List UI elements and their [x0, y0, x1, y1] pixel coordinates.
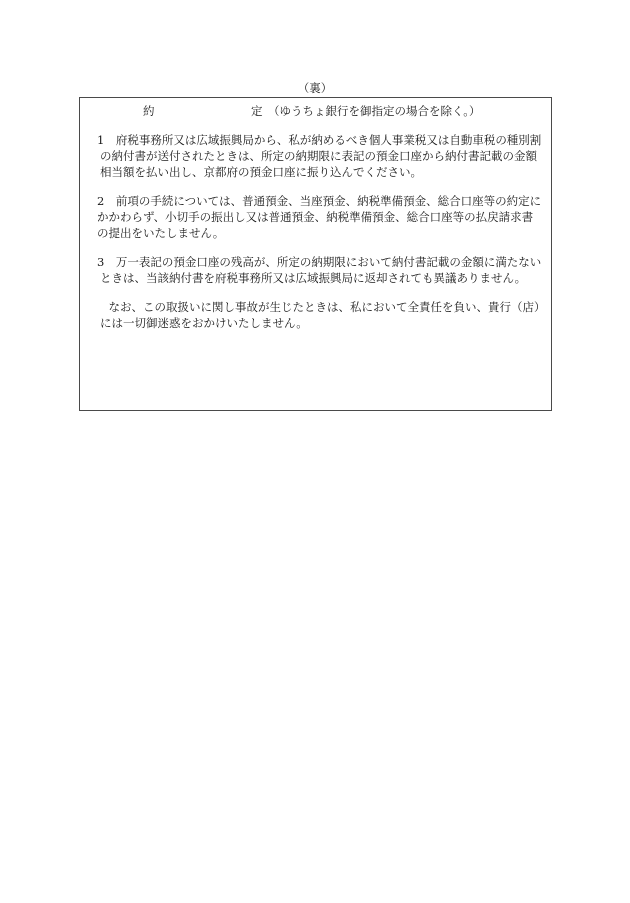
- clause-1-line-2: の納付書が送付されたときは、所定の納期限に表記の預金口座から納付書記載の金額: [100, 149, 537, 163]
- closing-note-line-2: には一切御迷惑をおかけいたしません。: [100, 316, 308, 330]
- clause-2-line-1: 2 前項の手続については、普通預金、当座預金、納税準備預金、総合口座等の約定に: [97, 194, 542, 208]
- closing-note-line-1: なお、この取扱いに関し事故が生じたときは、私において全責任を負い、貴行（店）: [97, 300, 546, 314]
- clause-2-line-2: かかわらず、小切手の振出し又は普通預金、納税準備預金、総合口座等の払戻請求書: [97, 210, 534, 224]
- clause-1-line-3: 相当額を払い出し、京都府の預金口座に振り込んでください。: [100, 165, 422, 179]
- page-side-label: （裏）: [297, 81, 333, 95]
- clause-2-line-3: の提出をいたしません。: [97, 226, 225, 240]
- agreement-title-char-1: 約: [143, 104, 155, 118]
- agreement-title-char-2: 定: [251, 104, 263, 118]
- clause-3-line-1: 3 万一表記の預金口座の残高が、所定の納期限において納付書記載の金額に満たない: [97, 255, 542, 269]
- agreement-title-note: （ゆうちょ銀行を御指定の場合を除く。）: [268, 104, 481, 118]
- clause-1-line-1: 1 府税事務所又は広域振興局から、私が納めるべき個人事業税又は自動車税の種別割: [97, 133, 542, 147]
- clause-3-line-2: ときは、当該納付書を府税事務所又は広域振興局に返却されても異議ありません。: [100, 271, 527, 285]
